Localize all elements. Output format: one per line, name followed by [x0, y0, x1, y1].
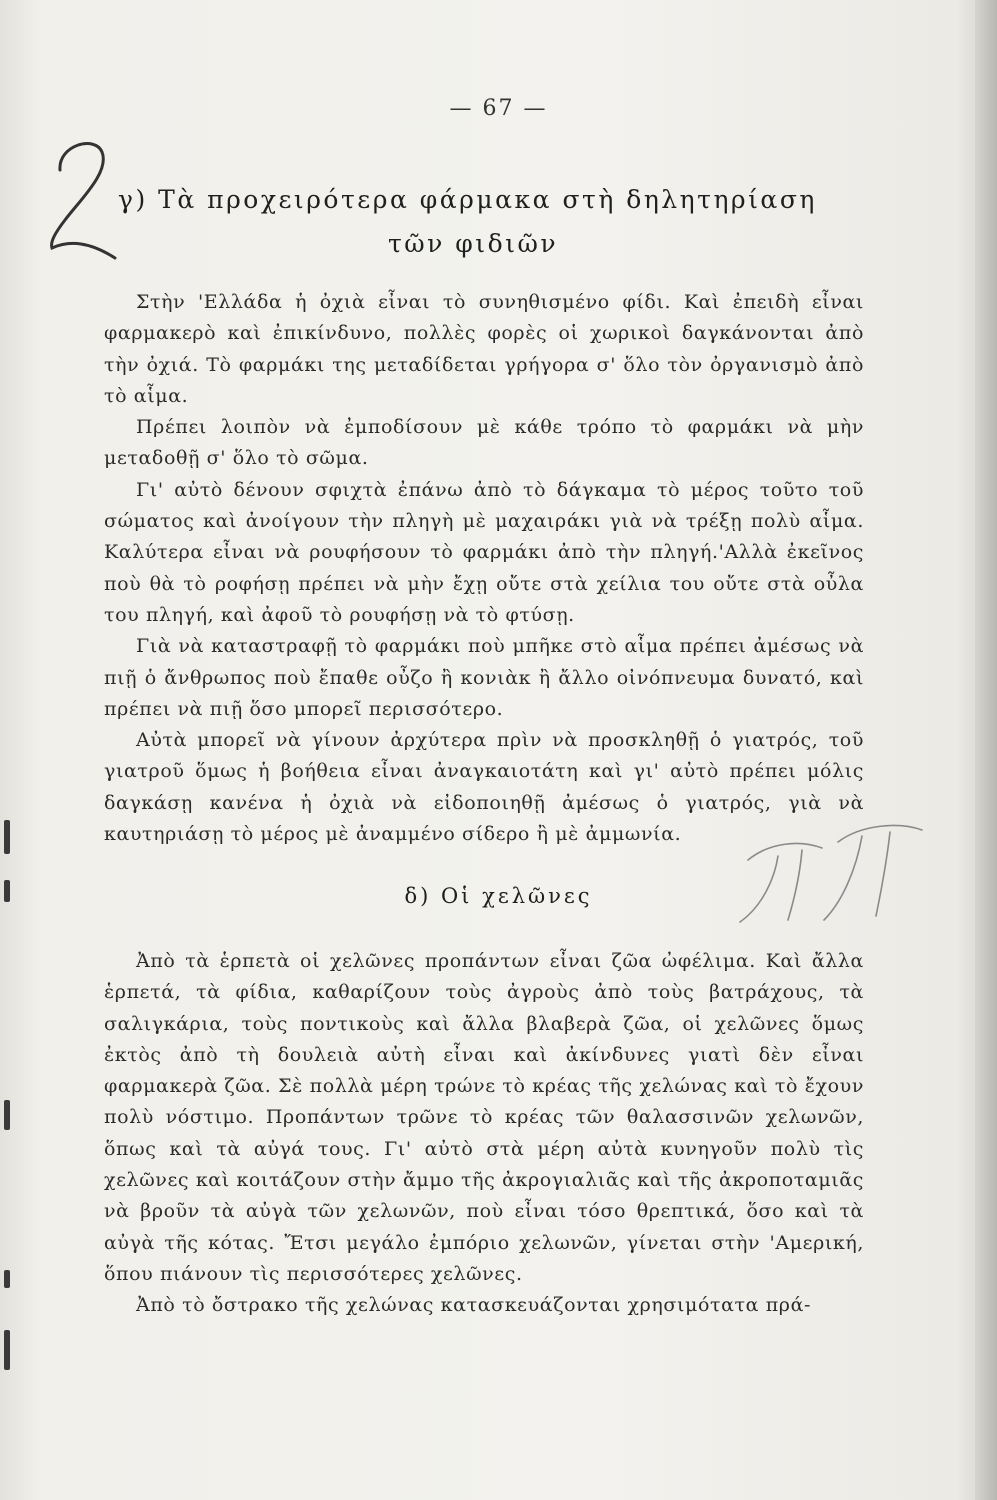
- section-heading-g-line1: γ) Τὰ προχειρότερα φάρμακα στὴ δηλητηρίαση: [118, 185, 817, 214]
- paragraph: Γι' αὐτὸ δένουν σφιχτὰ ἐπάνω ἀπὸ τὸ δάγκαμα τὸ μέρος τοῦτο τοῦ σώματος καὶ ἀνοίγουν τὴν πληγὴ μὲ μαχαιράκι γιὰ νὰ τρέξῃ πολὺ αἷμα. Καλύτερα εἶναι νὰ ρουφήσουν τὸ φαρμάκι ἀπὸ τὴν πληγή.'Αλλὰ ἐκεῖνος ποὺ θὰ τὸ ροφήσῃ πρέπει νὰ μὴν ἔχῃ οὔτε στὰ χείλια του οὔτε στὰ οὖλα του πληγή, καὶ ἀφοῦ τὸ ρουφήσῃ νὰ τὸ φτύσῃ.: [104, 478, 864, 626]
- section-d-body: [104, 946, 864, 1322]
- page-binding-edge: [975, 0, 997, 1500]
- paragraph: Πρέπει λοιπὸν νὰ ἐμποδίσουν μὲ κάθε τρόπο τὸ φαρμάκι νὰ μὴν μεταδοθῇ σ' ὅλο τὸ σῶμα.: [104, 416, 864, 470]
- paragraph: Ἀπὸ τὸ ὄστρακο τῆς χελώνας κατασκευάζονται χρησιμότατα πρά-: [136, 1294, 812, 1317]
- page-number: — 67 —: [449, 96, 548, 121]
- section-g-body: [104, 287, 864, 850]
- paragraph: Στὴν 'Ελλάδα ἡ ὀχιὰ εἶναι τὸ συνηθισμένο φίδι. Καὶ ἐπειδὴ εἶναι φαρμακερὸ καὶ ἐπικίνδυνο, πολλὲς φορὲς οἱ χωρικοὶ δαγκάνονται ἀπὸ τὴν ὀχιά. Τὸ φαρμάκι της μεταδίδεται γρήγορα σ' ὅλο τὸν ὀργανισμὸ ἀπὸ τὸ αἷμα.: [104, 291, 864, 407]
- section-heading-g: [118, 178, 858, 266]
- margin-handwritten-number: [40, 130, 120, 270]
- section-heading-d: δ) Οἱ χελῶνες: [404, 884, 593, 908]
- section-heading-g-line2: τῶν φιδιῶν: [387, 229, 559, 258]
- pencil-initials-mark: [730, 812, 930, 932]
- paragraph: Ἀπὸ τὰ ἑρπετὰ οἱ χελῶνες προπάντων εἶναι ζῶα ὠφέλιμα. Καὶ ἄλλα ἑρπετά, τὰ φίδια, καθαρίζουν τοὺς ἀγροὺς ἀπὸ τοὺς βατράχους, τὰ σαλιγκάρια, τοὺς ποντικοὺς καὶ ἄλλα βλαβερὰ ζῶα, οἱ χελῶνες ὅμως ἐκτὸς ἀπὸ τὴ δουλειὰ αὐτὴ εἶναι καὶ ἀκίνδυνες γιατὶ δὲν εἶναι φαρμακερὰ ζῶα. Σὲ πολλὰ μέρη τρώνε τὸ κρέας τῆς χελώνας καὶ τὸ ἔχουν πολὺ νόστιμο. Προπάντων τρῶνε τὸ κρέας τῶν θαλασσινῶν χελωνῶν, ὅπως καὶ τὰ αὐγά τους. Γι' αὐτὸ στὰ μέρη αὐτὰ κυνηγοῦν πολὺ τὶς χελῶνες καὶ κοιτάζουν στὴν ἄμμο τῆς ἀκρογιαλιᾶς καὶ τῆς ἀκροποταμιᾶς νὰ βροῦν τὰ αὐγὰ τῶν χελωνῶν, ποὺ εἶναι τόσο θρεπτικά, ὅσο καὶ τὰ αὐγὰ τῆς κότας. Ἔτσι μεγάλο ἐμπόριο χελωνῶν, γίνεται στὴν 'Αμερική, ὅπου πιάνουν τὶς περισσότερες χελῶνες.: [104, 950, 864, 1285]
- paragraph: Γιὰ νὰ καταστραφῇ τὸ φαρμάκι ποὺ μπῆκε στὸ αἷμα πρέπει ἀμέσως νὰ πιῇ ὁ ἄνθρωπος ποὺ ἔπαθε οὖζο ἢ κονιὰκ ἢ ἄλλο οἰνόπνευμα δυνατό, καὶ πρέπει νὰ πιῇ ὅσο μπορεῖ περισσότερο.: [104, 635, 864, 720]
- paragraph: Αὐτὰ μπορεῖ νὰ γίνουν ἀρχύτερα πρὶν νὰ προσκληθῇ ὁ γιατρός, τοῦ γιατροῦ ὅμως ἡ βοήθεια εἶναι ἀναγκαιοτάτη καὶ γι' αὐτὸ πρέπει μόλις δαγκάσῃ κανένα ἡ ὀχιὰ νὰ εἰδοποιηθῇ ἀμέσως ὁ γιατρός, γιὰ νὰ καυτηριάσῃ τὸ μέρος μὲ ἀναμμένο σίδερο ἢ μὲ ἀμμωνία.: [104, 729, 864, 846]
- left-edge-marks: [0, 0, 20, 1500]
